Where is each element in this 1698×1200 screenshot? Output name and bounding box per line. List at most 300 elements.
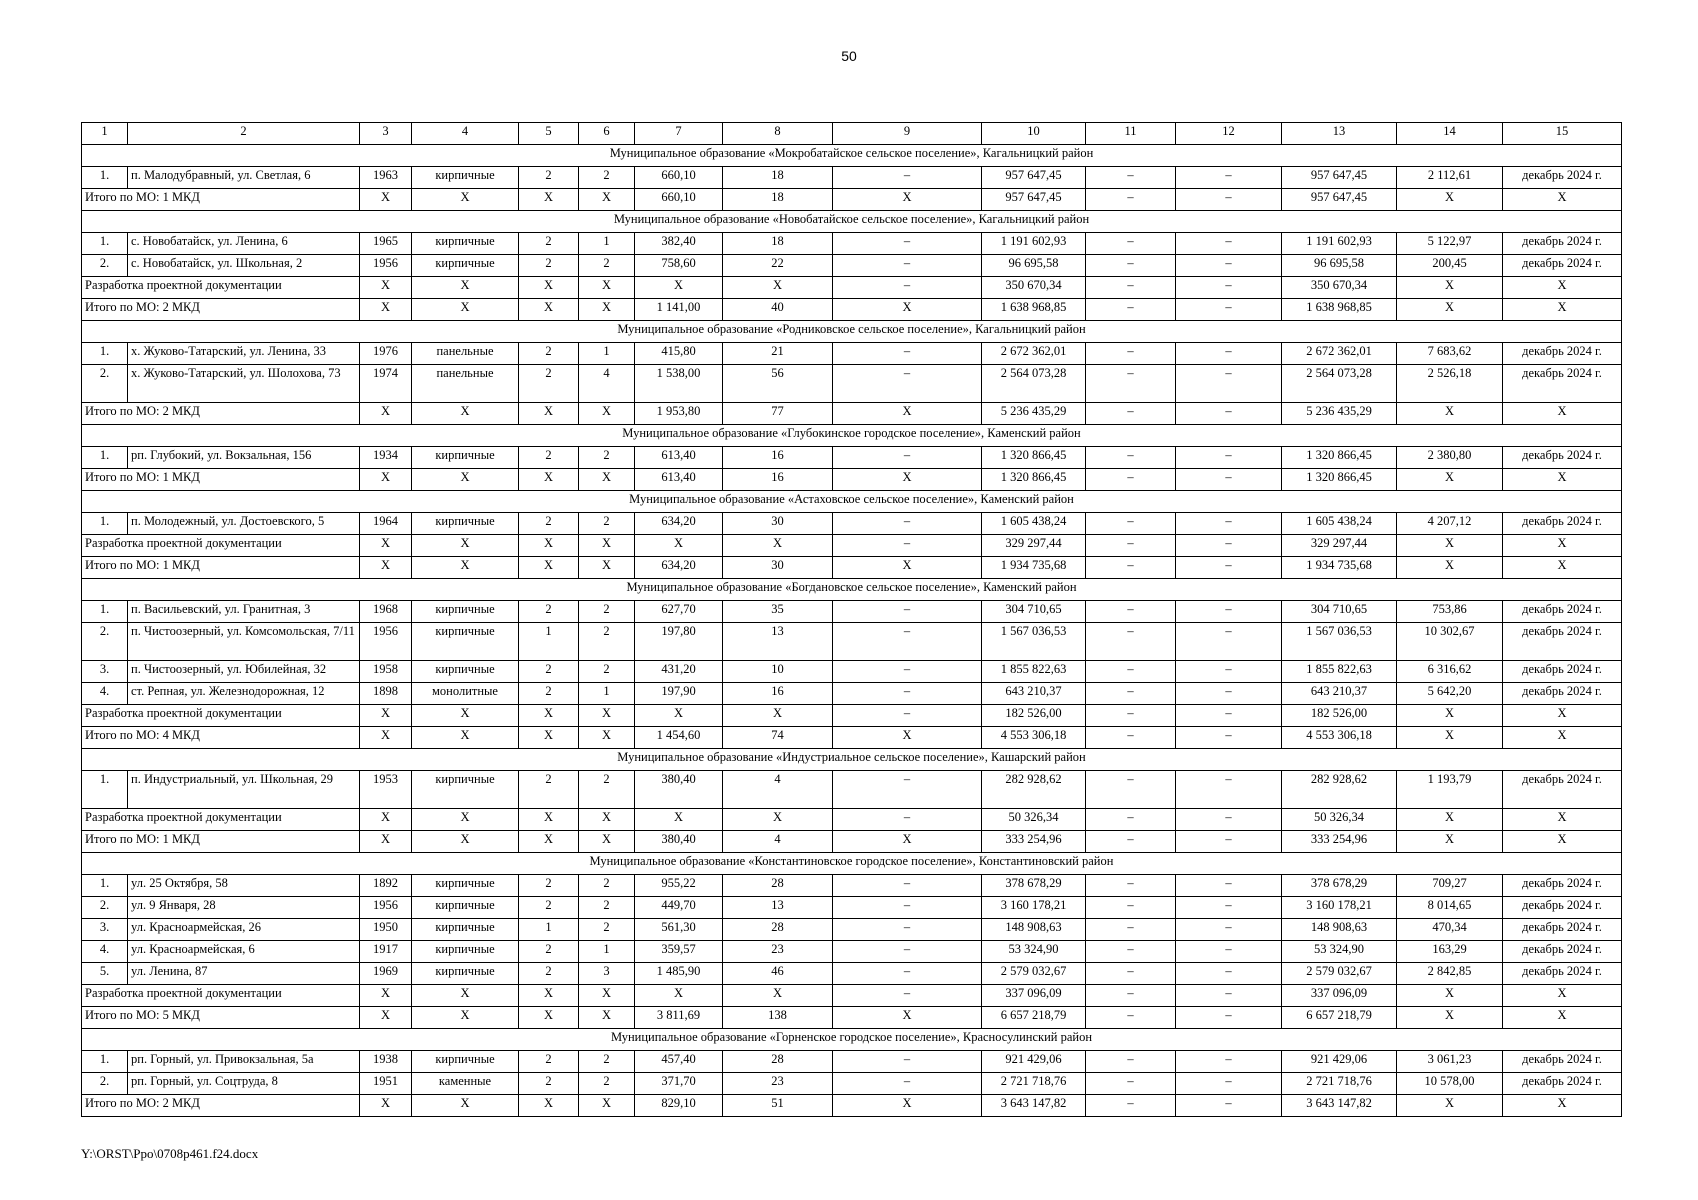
table-cell: 1 320 866,45 xyxy=(1282,469,1397,491)
summary-label: Итого по МО: 2 МКД xyxy=(82,403,360,425)
table-cell: 1956 xyxy=(360,623,412,661)
municipality-section-row xyxy=(82,425,1622,447)
column-number-header: 3 xyxy=(360,123,412,145)
summary-row xyxy=(82,985,1622,1007)
table-cell: Х xyxy=(1503,469,1622,491)
table-cell: 282 928,62 xyxy=(1282,771,1397,809)
table-cell: 709,27 xyxy=(1397,875,1503,897)
table-cell: Х xyxy=(519,403,579,425)
summary-row xyxy=(82,1007,1622,1029)
table-cell: Х xyxy=(412,277,519,299)
building-address: ул. 9 Января, 28 xyxy=(128,897,360,919)
table-cell: – xyxy=(1086,189,1176,211)
table-cell: 5 236 435,29 xyxy=(1282,403,1397,425)
table-cell: – xyxy=(833,897,982,919)
column-number-header: 11 xyxy=(1086,123,1176,145)
table-cell: 2 xyxy=(579,513,635,535)
table-cell: Х xyxy=(579,277,635,299)
table-cell: 46 xyxy=(723,963,833,985)
table-cell: 2 xyxy=(519,233,579,255)
table-cell: 182 526,00 xyxy=(982,705,1086,727)
table-cell: 337 096,09 xyxy=(982,985,1086,1007)
table-cell: 50 326,34 xyxy=(982,809,1086,831)
table-cell: 5 236 435,29 xyxy=(982,403,1086,425)
table-cell: Х xyxy=(833,469,982,491)
building-address: п. Индустриальный, ул. Школьная, 29 xyxy=(128,771,360,809)
table-cell: Х xyxy=(360,469,412,491)
table-cell: 56 xyxy=(723,365,833,403)
table-cell: 200,45 xyxy=(1397,255,1503,277)
summary-label: Итого по МО: 1 МКД xyxy=(82,557,360,579)
table-cell: 1963 xyxy=(360,167,412,189)
table-cell: 660,10 xyxy=(635,189,723,211)
table-cell: кирпичные xyxy=(412,661,519,683)
table-cell: 13 xyxy=(723,897,833,919)
table-cell: 2 xyxy=(579,255,635,277)
table-cell: кирпичные xyxy=(412,963,519,985)
table-cell: Х xyxy=(579,1007,635,1029)
table-cell: 1 320 866,45 xyxy=(982,447,1086,469)
table-cell: кирпичные xyxy=(412,771,519,809)
table-cell: кирпичные xyxy=(412,513,519,535)
table-cell: кирпичные xyxy=(412,601,519,623)
table-cell: 2. xyxy=(82,623,128,661)
table-cell: 1 855 822,63 xyxy=(982,661,1086,683)
building-address: п. Чистоозерный, ул. Комсомольская, 7/11 xyxy=(128,623,360,661)
table-cell: – xyxy=(1086,831,1176,853)
table-cell: 1. xyxy=(82,513,128,535)
table-cell: Х xyxy=(1503,1095,1622,1117)
table-cell: 2 564 073,28 xyxy=(982,365,1086,403)
table-cell: – xyxy=(1086,557,1176,579)
table-cell: 2 xyxy=(519,365,579,403)
table-cell: 643 210,37 xyxy=(1282,683,1397,705)
table-cell: Х xyxy=(412,403,519,425)
summary-row xyxy=(82,831,1622,853)
table-cell: Х xyxy=(519,469,579,491)
table-cell: – xyxy=(1086,299,1176,321)
table-cell: 182 526,00 xyxy=(1282,705,1397,727)
column-number-header: 6 xyxy=(579,123,635,145)
table-cell: 1 638 968,85 xyxy=(1282,299,1397,321)
table-cell: – xyxy=(1086,963,1176,985)
column-number-header: 12 xyxy=(1176,123,1282,145)
table-cell: 7 683,62 xyxy=(1397,343,1503,365)
table-cell: – xyxy=(1086,623,1176,661)
summary-label: Итого по МО: 2 МКД xyxy=(82,299,360,321)
table-cell: – xyxy=(1176,233,1282,255)
table-cell: 2 xyxy=(579,919,635,941)
building-address: рп. Глубокий, ул. Вокзальная, 156 xyxy=(128,447,360,469)
table-cell: – xyxy=(1176,277,1282,299)
table-cell: 8 014,65 xyxy=(1397,897,1503,919)
table-cell: 333 254,96 xyxy=(982,831,1086,853)
table-cell: – xyxy=(1176,705,1282,727)
table-cell: – xyxy=(833,167,982,189)
table-cell: 2 xyxy=(519,771,579,809)
table-cell: Х xyxy=(519,557,579,579)
column-number-header: 15 xyxy=(1503,123,1622,145)
table-cell: 1 141,00 xyxy=(635,299,723,321)
table-cell: Х xyxy=(833,727,982,749)
table-cell: 1898 xyxy=(360,683,412,705)
table-cell: 2 672 362,01 xyxy=(1282,343,1397,365)
table-cell: 378 678,29 xyxy=(1282,875,1397,897)
building-address: п. Васильевский, ул. Гранитная, 3 xyxy=(128,601,360,623)
building-address: х. Жуково-Татарский, ул. Шолохова, 73 xyxy=(128,365,360,403)
table-cell: Х xyxy=(360,535,412,557)
table-cell: – xyxy=(1176,299,1282,321)
table-cell: 1969 xyxy=(360,963,412,985)
table-cell: 4. xyxy=(82,683,128,705)
table-cell: Х xyxy=(1503,831,1622,853)
table-cell: декабрь 2024 г. xyxy=(1503,1051,1622,1073)
table-cell: 2 xyxy=(519,167,579,189)
table-cell: 148 908,63 xyxy=(982,919,1086,941)
table-cell: Х xyxy=(519,809,579,831)
table-cell: 2 xyxy=(519,963,579,985)
table-cell: Х xyxy=(833,831,982,853)
table-cell: 1953 xyxy=(360,771,412,809)
table-cell: – xyxy=(1176,985,1282,1007)
building-row xyxy=(82,1051,1622,1073)
table-cell: 2 xyxy=(519,875,579,897)
table-cell: кирпичные xyxy=(412,941,519,963)
table-cell: 4. xyxy=(82,941,128,963)
table-cell: 3 061,23 xyxy=(1397,1051,1503,1073)
summary-label: Итого по МО: 1 МКД xyxy=(82,469,360,491)
summary-label: Итого по МО: 5 МКД xyxy=(82,1007,360,1029)
table-cell: 350 670,34 xyxy=(982,277,1086,299)
table-cell: 2 xyxy=(519,941,579,963)
table-cell: 1 454,60 xyxy=(635,727,723,749)
table-cell: – xyxy=(1086,1051,1176,1073)
table-cell: Х xyxy=(723,985,833,1007)
building-address: х. Жуково-Татарский, ул. Ленина, 33 xyxy=(128,343,360,365)
table-cell: 470,34 xyxy=(1397,919,1503,941)
table-cell: 197,80 xyxy=(635,623,723,661)
table-cell: Х xyxy=(360,831,412,853)
table-cell: декабрь 2024 г. xyxy=(1503,875,1622,897)
file-path-footer: Y:\ORST\Ppo\0708p461.f24.docx xyxy=(81,1146,259,1161)
table-cell: Х xyxy=(833,403,982,425)
building-row xyxy=(82,661,1622,683)
table-cell: Х xyxy=(1503,403,1622,425)
table-cell: Х xyxy=(635,535,723,557)
table-cell: – xyxy=(1176,963,1282,985)
building-address: с. Новобатайск, ул. Ленина, 6 xyxy=(128,233,360,255)
table-cell: – xyxy=(1176,469,1282,491)
table-cell: 3 160 178,21 xyxy=(1282,897,1397,919)
table-cell: Х xyxy=(579,985,635,1007)
table-cell: 3 160 178,21 xyxy=(982,897,1086,919)
summary-label: Итого по МО: 1 МКД xyxy=(82,831,360,853)
table-cell: 1956 xyxy=(360,255,412,277)
table-cell: – xyxy=(1176,255,1282,277)
table-cell: 1950 xyxy=(360,919,412,941)
summary-row xyxy=(82,557,1622,579)
table-cell: 2 579 032,67 xyxy=(1282,963,1397,985)
table-cell: 634,20 xyxy=(635,513,723,535)
table-cell: 30 xyxy=(723,513,833,535)
table-cell: 1. xyxy=(82,447,128,469)
table-cell: 50 326,34 xyxy=(1282,809,1397,831)
table-cell: декабрь 2024 г. xyxy=(1503,661,1622,683)
table-cell: – xyxy=(833,985,982,1007)
table-cell: 16 xyxy=(723,469,833,491)
table-cell: Х xyxy=(519,277,579,299)
table-cell: 1 xyxy=(579,683,635,705)
table-cell: – xyxy=(1086,875,1176,897)
table-cell: – xyxy=(1086,255,1176,277)
municipality-section-row xyxy=(82,853,1622,875)
table-cell: 2. xyxy=(82,365,128,403)
table-cell: Х xyxy=(579,189,635,211)
table-cell: Х xyxy=(1397,1007,1503,1029)
table-cell: 3 643 147,82 xyxy=(982,1095,1086,1117)
table-cell: 4 553 306,18 xyxy=(982,727,1086,749)
table-cell: Х xyxy=(412,469,519,491)
table-cell: Х xyxy=(412,809,519,831)
table-cell: – xyxy=(1086,365,1176,403)
table-cell: – xyxy=(1176,897,1282,919)
table-cell: 53 324,90 xyxy=(982,941,1086,963)
summary-row xyxy=(82,1095,1622,1117)
building-address: п. Молодежный, ул. Достоевского, 5 xyxy=(128,513,360,535)
table-cell: 1 xyxy=(579,343,635,365)
table-cell: Х xyxy=(1397,985,1503,1007)
table-cell: Х xyxy=(519,985,579,1007)
table-cell: – xyxy=(1086,809,1176,831)
table-cell: – xyxy=(1086,941,1176,963)
table-cell: 2 xyxy=(579,167,635,189)
table-cell: – xyxy=(833,771,982,809)
building-row xyxy=(82,919,1622,941)
building-row xyxy=(82,875,1622,897)
table-cell: 2 xyxy=(519,1073,579,1095)
table-cell: 2 672 362,01 xyxy=(982,343,1086,365)
table-cell: 561,30 xyxy=(635,919,723,941)
table-cell: Х xyxy=(579,299,635,321)
table-cell: 304 710,65 xyxy=(982,601,1086,623)
table-cell: – xyxy=(1086,167,1176,189)
municipality-section-row xyxy=(82,491,1622,513)
table-cell: Х xyxy=(519,727,579,749)
table-cell: Х xyxy=(579,403,635,425)
table-cell: – xyxy=(1086,985,1176,1007)
table-cell: 449,70 xyxy=(635,897,723,919)
table-cell: 2 579 032,67 xyxy=(982,963,1086,985)
table-cell: 380,40 xyxy=(635,771,723,809)
municipality-title: Муниципальное образование «Родниковское сельское поселение», Кагальницкий район xyxy=(82,321,1622,343)
table-cell: – xyxy=(1176,623,1282,661)
table-cell: – xyxy=(1176,535,1282,557)
table-cell: Х xyxy=(1397,299,1503,321)
table-cell: 2 xyxy=(519,447,579,469)
table-cell: 5. xyxy=(82,963,128,985)
table-cell: 1958 xyxy=(360,661,412,683)
table-cell: 2 721 718,76 xyxy=(982,1073,1086,1095)
table-cell: декабрь 2024 г. xyxy=(1503,233,1622,255)
table-cell: Х xyxy=(723,809,833,831)
table-cell: 957 647,45 xyxy=(1282,167,1397,189)
summary-label: Разработка проектной документации xyxy=(82,985,360,1007)
table-cell: Х xyxy=(579,809,635,831)
table-cell: 6 657 218,79 xyxy=(1282,1007,1397,1029)
table-cell: кирпичные xyxy=(412,897,519,919)
table-cell: 2 xyxy=(519,255,579,277)
table-cell: 1 605 438,24 xyxy=(1282,513,1397,535)
table-cell: Х xyxy=(412,557,519,579)
table-cell: 1 855 822,63 xyxy=(1282,661,1397,683)
table-cell: – xyxy=(833,875,982,897)
table-cell: 197,90 xyxy=(635,683,723,705)
table-cell: – xyxy=(1086,919,1176,941)
table-cell: 1934 xyxy=(360,447,412,469)
table-cell: Х xyxy=(1503,1007,1622,1029)
table-cell: Х xyxy=(1397,809,1503,831)
table-cell: – xyxy=(1086,343,1176,365)
table-cell: 4 xyxy=(723,771,833,809)
building-row xyxy=(82,167,1622,189)
table-cell: 304 710,65 xyxy=(1282,601,1397,623)
table-cell: 1. xyxy=(82,167,128,189)
table-cell: 1 320 866,45 xyxy=(1282,447,1397,469)
municipality-title: Муниципальное образование «Индустриальное сельское поселение», Кашарский район xyxy=(82,749,1622,771)
table-cell: Х xyxy=(360,1095,412,1117)
table-cell: Х xyxy=(723,535,833,557)
table-cell: Х xyxy=(1503,985,1622,1007)
table-cell: 138 xyxy=(723,1007,833,1029)
table-cell: 2 xyxy=(579,1051,635,1073)
table-cell: 660,10 xyxy=(635,167,723,189)
table-cell: – xyxy=(833,535,982,557)
building-address: ул. 25 Октября, 58 xyxy=(128,875,360,897)
table-cell: – xyxy=(1086,661,1176,683)
housing-repair-table xyxy=(81,122,1622,1117)
table-cell: 2 xyxy=(579,897,635,919)
column-number-header: 4 xyxy=(412,123,519,145)
table-cell: 1 638 968,85 xyxy=(982,299,1086,321)
table-cell: 2 xyxy=(579,623,635,661)
building-address: ст. Репная, ул. Железнодорожная, 12 xyxy=(128,683,360,705)
table-cell: 1976 xyxy=(360,343,412,365)
table-cell: – xyxy=(1176,809,1282,831)
table-cell: – xyxy=(833,233,982,255)
table-cell: Х xyxy=(635,985,723,1007)
table-cell: – xyxy=(833,447,982,469)
municipality-section-row xyxy=(82,749,1622,771)
table-cell: Х xyxy=(412,299,519,321)
table-cell: 758,60 xyxy=(635,255,723,277)
table-cell: – xyxy=(833,683,982,705)
table-cell: 2 526,18 xyxy=(1397,365,1503,403)
column-number-header: 8 xyxy=(723,123,833,145)
table-cell: 30 xyxy=(723,557,833,579)
table-cell: 2 xyxy=(579,661,635,683)
table-cell: 16 xyxy=(723,683,833,705)
table-cell: 643 210,37 xyxy=(982,683,1086,705)
table-cell: 378 678,29 xyxy=(982,875,1086,897)
building-address: ул. Ленина, 87 xyxy=(128,963,360,985)
building-row xyxy=(82,897,1622,919)
table-cell: 1. xyxy=(82,1051,128,1073)
table-cell: – xyxy=(1086,771,1176,809)
table-cell: Х xyxy=(579,1095,635,1117)
table-cell: 1 193,79 xyxy=(1397,771,1503,809)
table-cell: Х xyxy=(360,1007,412,1029)
table-cell: 53 324,90 xyxy=(1282,941,1397,963)
table-cell: 1 191 602,93 xyxy=(982,233,1086,255)
table-cell: 2 112,61 xyxy=(1397,167,1503,189)
table-cell: 329 297,44 xyxy=(1282,535,1397,557)
table-cell: 2 xyxy=(579,771,635,809)
table-cell: – xyxy=(1086,1073,1176,1095)
table-cell: Х xyxy=(360,557,412,579)
table-cell: декабрь 2024 г. xyxy=(1503,601,1622,623)
summary-row xyxy=(82,277,1622,299)
table-cell: – xyxy=(1086,727,1176,749)
building-address: п. Чистоозерный, ул. Юбилейная, 32 xyxy=(128,661,360,683)
table-cell: 77 xyxy=(723,403,833,425)
building-row xyxy=(82,513,1622,535)
table-cell: 337 096,09 xyxy=(1282,985,1397,1007)
table-cell: – xyxy=(833,1051,982,1073)
table-cell: 1 xyxy=(519,623,579,661)
table-cell: панельные xyxy=(412,343,519,365)
table-cell: – xyxy=(1086,601,1176,623)
table-cell: 2 xyxy=(579,601,635,623)
table-cell: декабрь 2024 г. xyxy=(1503,343,1622,365)
table-header-row xyxy=(82,123,1622,145)
column-number-header: 1 xyxy=(82,123,128,145)
table-cell: 6 657 218,79 xyxy=(982,1007,1086,1029)
table-cell: – xyxy=(1176,875,1282,897)
table-cell: 1 567 036,53 xyxy=(1282,623,1397,661)
table-cell: Х xyxy=(579,727,635,749)
summary-label: Итого по МО: 1 МКД xyxy=(82,189,360,211)
table-cell: Х xyxy=(412,1007,519,1029)
table-cell: 415,80 xyxy=(635,343,723,365)
table-cell: – xyxy=(1176,343,1282,365)
summary-label: Итого по МО: 2 МКД xyxy=(82,1095,360,1117)
table-cell: Х xyxy=(579,557,635,579)
table-cell: 148 908,63 xyxy=(1282,919,1397,941)
building-address: с. Новобатайск, ул. Школьная, 2 xyxy=(128,255,360,277)
table-cell: Х xyxy=(519,535,579,557)
table-cell: 16 xyxy=(723,447,833,469)
table-cell: 1. xyxy=(82,601,128,623)
municipality-title: Муниципальное образование «Мокробатайское сельское поселение», Кагальницкий район xyxy=(82,145,1622,167)
table-cell: кирпичные xyxy=(412,1051,519,1073)
table-cell: – xyxy=(1176,727,1282,749)
table-cell: декабрь 2024 г. xyxy=(1503,919,1622,941)
table-cell: 40 xyxy=(723,299,833,321)
table-cell: декабрь 2024 г. xyxy=(1503,365,1622,403)
municipality-title: Муниципальное образование «Глубокинское городское поселение», Каменский район xyxy=(82,425,1622,447)
table-cell: – xyxy=(1176,941,1282,963)
table-cell: 1. xyxy=(82,233,128,255)
table-cell: – xyxy=(833,919,982,941)
municipality-title: Муниципальное образование «Константиновское городское поселение», Константиновский район xyxy=(82,853,1622,875)
column-number-header: 13 xyxy=(1282,123,1397,145)
table-cell: 28 xyxy=(723,1051,833,1073)
building-address: рп. Горный, ул. Привокзальная, 5а xyxy=(128,1051,360,1073)
table-cell: 2 xyxy=(519,1051,579,1073)
building-row xyxy=(82,255,1622,277)
table-cell: кирпичные xyxy=(412,233,519,255)
table-cell: 23 xyxy=(723,1073,833,1095)
